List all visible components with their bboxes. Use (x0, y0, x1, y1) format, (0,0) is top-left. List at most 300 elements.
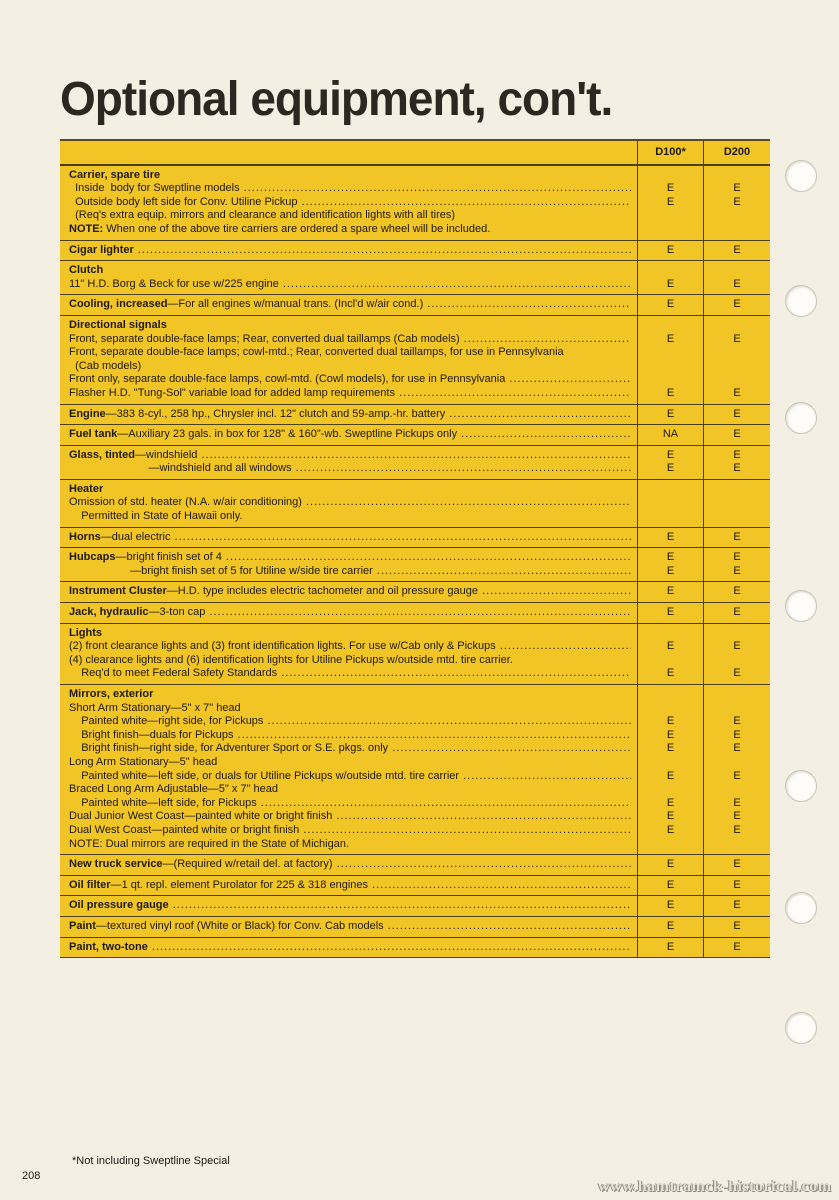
d200-availability (704, 624, 770, 684)
item-detail: Front, separate double-face lamps; Rear, converted dual taillamps (Cab models) (69, 332, 460, 345)
availability-code: E (666, 462, 675, 475)
availability-code: E (733, 899, 741, 912)
table-row (60, 855, 770, 876)
item-description (60, 480, 638, 527)
item-line (69, 742, 631, 756)
item-line (69, 373, 631, 387)
d200-availability (704, 855, 770, 875)
availability-code (704, 783, 770, 797)
availability-code (704, 496, 770, 510)
equipment-table (60, 139, 770, 958)
item-description (60, 896, 638, 916)
d200-availability (704, 261, 770, 294)
item-line (69, 941, 631, 955)
item-name: Hubcaps (69, 551, 116, 564)
page-title: Optional equipment, con't. (60, 71, 613, 126)
d200-availability (704, 528, 770, 548)
d100-availability (638, 548, 704, 581)
d200-availability (704, 938, 770, 958)
item-description (60, 548, 638, 581)
availability-code: E (733, 407, 741, 420)
page-number: 208 (22, 1170, 41, 1182)
item-name: Oil filter (69, 878, 111, 891)
item-name: New truck service (69, 858, 163, 871)
table-row (60, 480, 770, 528)
item-detail: —bright finish set of 5 for Utiline w/side tire carrier (69, 564, 373, 577)
item-name: Cooling, increased (69, 298, 168, 311)
availability-code: E (733, 858, 741, 871)
availability-code: E (666, 407, 675, 420)
availability-code: E (733, 277, 741, 290)
item-line (69, 264, 631, 278)
availability-code: E (666, 640, 675, 653)
binder-hole (785, 892, 817, 924)
availability-code (638, 654, 703, 668)
availability-code: E (666, 277, 675, 290)
item-line (69, 244, 631, 258)
table-row (60, 528, 770, 549)
availability-code: E (666, 332, 675, 345)
availability-code (704, 702, 770, 716)
availability-code (638, 223, 703, 237)
d200-availability (704, 603, 770, 623)
availability-code: E (733, 940, 741, 953)
item-detail: 11" H.D. Borg & Beck for use w/225 engine (69, 277, 279, 290)
item-detail: Short Arm Stationary—5" x 7" head (69, 701, 241, 714)
item-description (60, 446, 638, 479)
d200-availability (704, 405, 770, 425)
item-description (60, 316, 638, 404)
item-line (69, 551, 631, 565)
item-description (60, 261, 638, 294)
availability-code: E (666, 298, 675, 311)
item-detail: Long Arm Stationary—5" head (69, 755, 218, 768)
table-row (60, 603, 770, 624)
table-row (60, 166, 770, 241)
item-name: Fuel tank (69, 428, 118, 441)
d200-availability (704, 166, 770, 240)
availability-code (638, 627, 703, 641)
availability-code (638, 169, 703, 183)
table-row (60, 405, 770, 426)
table-row (60, 316, 770, 405)
item-description (60, 855, 638, 875)
item-detail: Flasher H.D. "Tung-Sol" variable load for added lamp requirements (69, 386, 395, 399)
item-line (69, 770, 631, 784)
item-line (69, 824, 631, 838)
item-description (60, 528, 638, 548)
item-description (60, 582, 638, 602)
item-description (60, 241, 638, 261)
item-line (69, 920, 631, 934)
item-line (69, 858, 631, 872)
binder-hole (785, 770, 817, 802)
item-description (60, 876, 638, 896)
table-row (60, 624, 770, 685)
availability-code: E (666, 585, 675, 598)
item-line (69, 606, 631, 620)
availability-code: E (733, 810, 741, 823)
availability-code: E (733, 742, 741, 755)
item-line (69, 360, 631, 374)
availability-code: E (733, 551, 741, 564)
availability-code (638, 783, 703, 797)
item-line (69, 838, 631, 852)
d100-availability (638, 480, 704, 527)
d100-availability (638, 938, 704, 958)
header-d200: D200 (723, 146, 751, 158)
item-detail: —bright finish set of 4 (115, 551, 222, 564)
availability-code (704, 688, 770, 702)
availability-code (704, 209, 770, 223)
item-detail: Dual Junior West Coast—painted white or bright finish (69, 810, 333, 823)
availability-code: E (733, 640, 741, 653)
item-description (60, 405, 638, 425)
item-line (69, 298, 631, 312)
item-detail: Bright finish—right side, for Adventurer Sport or S.E. pkgs. only (69, 742, 389, 755)
item-detail: Braced Long Arm Adjustable—5" x 7" head (69, 783, 278, 796)
item-detail: NOTE: Dual mirrors are required in the State of Michigan. (69, 837, 350, 850)
item-detail: —For all engines w/manual trans. (Incl'd w/air cond.) (167, 298, 424, 311)
item-name: Engine (69, 407, 106, 420)
item-line (69, 899, 631, 913)
d200-availability (704, 876, 770, 896)
item-line (69, 667, 631, 681)
d100-availability (638, 876, 704, 896)
table-row (60, 685, 770, 855)
item-name: Cigar lighter (69, 243, 134, 256)
availability-code: E (666, 243, 675, 256)
item-line (69, 223, 631, 237)
d100-availability (638, 241, 704, 261)
table-row (60, 582, 770, 603)
item-line (69, 510, 631, 524)
availability-code: E (666, 386, 675, 399)
availability-code: E (666, 899, 675, 912)
item-detail: Inside body for Sweptline models (69, 182, 240, 195)
d200-availability (704, 316, 770, 404)
d100-availability (638, 166, 704, 240)
item-description (60, 685, 638, 854)
availability-code (704, 483, 770, 497)
table-row (60, 876, 770, 897)
item-line (69, 654, 631, 668)
footnote: *Not including Sweptline Special (72, 1155, 230, 1167)
item-line (69, 428, 631, 442)
availability-code (704, 838, 770, 852)
item-line (69, 333, 631, 347)
item-name: Instrument Cluster (69, 585, 167, 598)
availability-code: E (666, 823, 675, 836)
item-line (69, 715, 631, 729)
d100-availability (638, 528, 704, 548)
availability-code: E (733, 195, 741, 208)
item-name: Horns (69, 530, 101, 543)
availability-code: E (733, 667, 741, 680)
table-row (60, 896, 770, 917)
availability-code (704, 346, 770, 360)
d100-availability (638, 855, 704, 875)
item-name: Jack, hydraulic (69, 606, 149, 619)
item-line (69, 729, 631, 743)
item-detail: (Cab models) (69, 359, 142, 372)
availability-code: E (666, 182, 675, 195)
item-name: Directional signals (69, 318, 167, 331)
availability-code: E (733, 564, 741, 577)
d100-availability (638, 896, 704, 916)
item-line (69, 196, 631, 210)
availability-code (638, 702, 703, 716)
d200-availability (704, 480, 770, 527)
binder-hole (785, 285, 817, 317)
availability-code (704, 223, 770, 237)
table-row (60, 446, 770, 480)
item-line (69, 346, 631, 360)
item-description (60, 917, 638, 937)
availability-code: NA (662, 428, 679, 441)
availability-code: E (666, 530, 675, 543)
availability-code (638, 264, 703, 278)
availability-code (638, 756, 703, 770)
d100-availability (638, 425, 704, 445)
availability-code (638, 838, 703, 852)
availability-code (638, 510, 703, 524)
availability-code: E (733, 919, 741, 932)
d200-availability (704, 295, 770, 315)
availability-code: E (666, 195, 675, 208)
item-line (69, 182, 631, 196)
availability-code (704, 319, 770, 333)
item-name: Glass, tinted (69, 448, 136, 461)
item-name: NOTE: (69, 222, 104, 235)
item-detail: Painted white—left side, or duals for Utiline Pickups w/outside mtd. tire carrier (69, 769, 460, 782)
table-body (60, 166, 770, 959)
availability-code: E (733, 448, 741, 461)
header-d100: D100* (638, 141, 704, 164)
item-detail: Req'd to meet Federal Safety Standards (69, 667, 278, 680)
d200-availability (704, 582, 770, 602)
item-detail: Outside body left side for Conv. Utiline Pickup (69, 195, 298, 208)
item-line (69, 640, 631, 654)
watermark: www.hamtramck-historical.com (598, 1178, 832, 1195)
table-row (60, 917, 770, 938)
item-line (69, 756, 631, 770)
availability-code: E (666, 878, 675, 891)
d200-availability (704, 241, 770, 261)
d200-availability (704, 896, 770, 916)
item-name: Lights (69, 626, 102, 639)
item-description (60, 938, 638, 958)
item-name: Oil pressure gauge (69, 899, 169, 912)
availability-code (638, 346, 703, 360)
availability-code: E (733, 182, 741, 195)
item-detail: —Auxiliary 23 gals. in box for 128" & 160"-wb. Sweptline Pickups only (117, 428, 458, 441)
availability-code: E (733, 386, 741, 399)
item-description (60, 624, 638, 684)
d100-availability (638, 261, 704, 294)
binder-hole (785, 160, 817, 192)
d200-availability (704, 446, 770, 479)
availability-code (638, 360, 703, 374)
binder-hole (785, 1012, 817, 1044)
item-line (69, 483, 631, 497)
item-line (69, 169, 631, 183)
item-description (60, 603, 638, 623)
availability-code: E (666, 796, 675, 809)
item-detail: Omission of std. heater (N.A. w/air conditioning) (69, 496, 302, 509)
availability-code: E (733, 530, 741, 543)
item-line (69, 797, 631, 811)
d100-availability (638, 917, 704, 937)
item-detail: —383 8-cyl., 258 hp., Chrysler incl. 12" clutch and 59-amp.-hr. battery (105, 407, 446, 420)
d100-availability (638, 295, 704, 315)
availability-code: E (733, 796, 741, 809)
item-detail: Front only, separate double-face lamps, cowl-mtd. (Cowl models), for use in Pennsylvania (69, 373, 506, 386)
d100-availability (638, 582, 704, 602)
availability-code: E (733, 878, 741, 891)
item-line (69, 449, 631, 463)
item-detail: (2) front clearance lights and (3) front identification lights. For use w/Cab only & Pickups (69, 640, 496, 653)
binder-hole (785, 590, 817, 622)
item-name: Heater (69, 482, 104, 495)
item-detail: Front, separate double-face lamps; cowl-mtd.; Rear, converted dual taillamps, for use in Pennsylvania (69, 346, 564, 359)
item-name: Paint (69, 919, 96, 932)
item-line (69, 319, 631, 333)
availability-code (638, 688, 703, 702)
availability-code: E (666, 919, 675, 932)
availability-code: E (733, 769, 741, 782)
availability-code: E (666, 715, 675, 728)
item-name: Mirrors, exterior (69, 688, 154, 700)
item-detail: —1 qt. repl. element Purolator for 225 & 318 engines (110, 878, 368, 891)
availability-code: E (666, 742, 675, 755)
availability-code: E (666, 810, 675, 823)
availability-code (704, 264, 770, 278)
table-row (60, 261, 770, 295)
d200-availability (704, 425, 770, 445)
table-row (60, 295, 770, 316)
d100-availability (638, 405, 704, 425)
item-detail: —windshield (135, 448, 198, 461)
item-line (69, 810, 631, 824)
availability-code (638, 209, 703, 223)
table-row (60, 241, 770, 262)
item-line (69, 879, 631, 893)
availability-code (704, 360, 770, 374)
d100-availability (638, 685, 704, 854)
availability-code: E (666, 769, 675, 782)
availability-code: E (666, 606, 675, 619)
availability-code (704, 169, 770, 183)
availability-code: E (733, 298, 741, 311)
item-detail: (4) clearance lights and (6) identification lights for Utiline Pickups w/outside mtd. tire carrier. (69, 653, 513, 666)
d200-availability (704, 548, 770, 581)
availability-code: E (733, 823, 741, 836)
item-line (69, 408, 631, 422)
availability-code (638, 496, 703, 510)
availability-code (704, 756, 770, 770)
item-detail: (Req's extra equip. mirrors and clearance and identification lights with all tires) (69, 209, 456, 222)
item-description (60, 295, 638, 315)
availability-code: E (733, 728, 741, 741)
availability-code: E (733, 606, 741, 619)
availability-code: E (666, 551, 675, 564)
d100-availability (638, 446, 704, 479)
availability-code: E (733, 715, 741, 728)
item-detail: —(Required w/retail del. at factory) (162, 858, 333, 871)
table-row (60, 425, 770, 446)
availability-code (638, 483, 703, 497)
availability-code: E (666, 858, 675, 871)
availability-code: E (666, 667, 675, 680)
item-name: Clutch (69, 264, 104, 277)
item-line (69, 387, 631, 401)
d100-availability (638, 624, 704, 684)
item-line (69, 585, 631, 599)
item-detail: —3-ton cap (148, 606, 206, 619)
item-detail: Bright finish—duals for Pickups (69, 728, 234, 741)
table-row (60, 548, 770, 582)
availability-code (704, 373, 770, 387)
availability-code (638, 373, 703, 387)
availability-code (704, 627, 770, 641)
item-detail: Painted white—left side, for Pickups (69, 796, 257, 809)
item-detail: Painted white—right side, for Pickups (69, 715, 264, 728)
item-line (69, 702, 631, 716)
item-description (60, 425, 638, 445)
item-detail: Dual West Coast—painted white or bright finish (69, 823, 300, 836)
item-description (60, 166, 638, 240)
availability-code: E (733, 428, 741, 441)
availability-code (638, 319, 703, 333)
availability-code: E (733, 585, 741, 598)
d100-availability (638, 603, 704, 623)
item-line (69, 783, 631, 797)
availability-code: E (733, 462, 741, 475)
item-line (69, 496, 631, 510)
availability-code: E (666, 448, 675, 461)
availability-code (704, 654, 770, 668)
item-detail: Permitted in State of Hawaii only. (69, 510, 243, 523)
item-detail: —windshield and all windows (69, 462, 292, 475)
binder-hole (785, 402, 817, 434)
item-line (69, 209, 631, 223)
item-line (69, 531, 631, 545)
item-detail: —H.D. type includes electric tachometer and oil pressure gauge (166, 585, 479, 598)
item-line (69, 278, 631, 292)
availability-code: E (666, 564, 675, 577)
item-line (69, 462, 631, 476)
availability-code: E (666, 940, 675, 953)
table-row (60, 938, 770, 959)
item-detail: —dual electric (100, 530, 171, 543)
table-header (60, 141, 770, 166)
item-detail: When one of the above tire carriers are ordered a spare wheel will be included. (103, 222, 491, 235)
item-line (69, 627, 631, 641)
header-description (60, 141, 638, 164)
item-detail: —textured vinyl roof (White or Black) for Conv. Cab models (95, 919, 384, 932)
d200-availability (704, 917, 770, 937)
item-line (69, 688, 631, 702)
d100-availability (638, 316, 704, 404)
availability-code (704, 510, 770, 524)
item-name: Carrier, spare tire (69, 168, 161, 181)
availability-code: E (733, 332, 741, 345)
d200-availability (704, 685, 770, 854)
item-line (69, 565, 631, 579)
availability-code: E (666, 728, 675, 741)
availability-code: E (733, 243, 741, 256)
